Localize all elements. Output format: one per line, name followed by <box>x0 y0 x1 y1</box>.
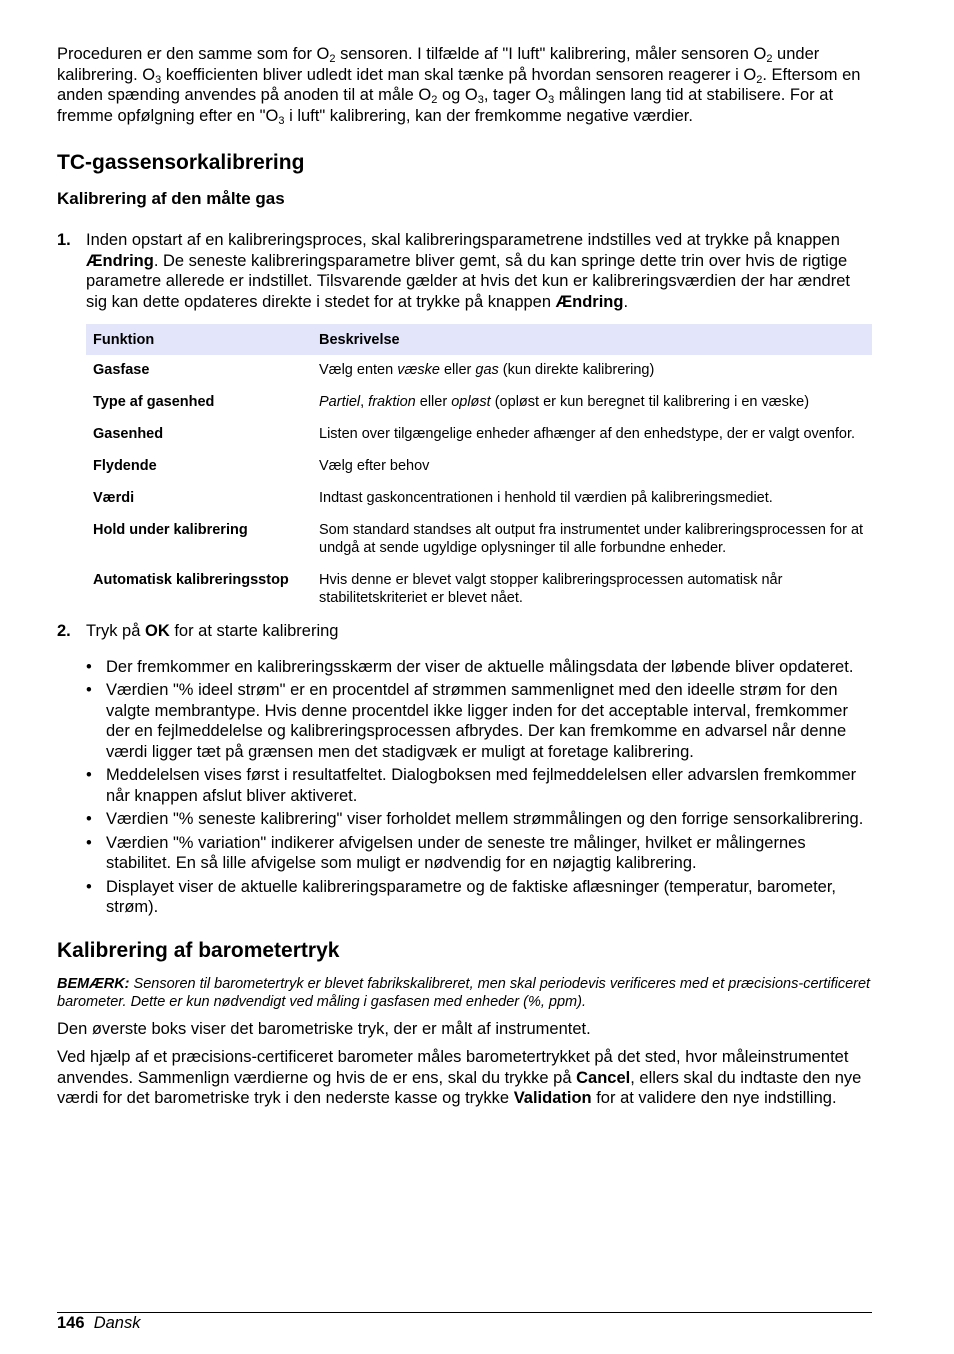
step-text: Inden opstart af en kalibreringsproces, skal kalibreringsparametrene indstilles ved at trykke på knappen Ændring. De seneste kalibreringsparametre bliver gemt, så du kan springe dette trin over hvis de rigtige parametre allerede er indstillet. Tilsvarende gælder at hvis det kun er kalibreringsværdien der har ændret sig kan dette opdateres direkte i stedet for at trykke på knappen Ændring. <box>86 231 850 311</box>
document-page <box>57 44 872 1109</box>
paragraph: Den øverste boks viser det barometriske tryk, der er målt af instrumentet. <box>57 1019 591 1038</box>
bold-term: OK <box>144 622 170 640</box>
subscript: 2 <box>766 53 773 65</box>
description-cell: Som standard standses alt output fra instrumentet under kalibreringsprocessen for at undgå at sende ugyldige oplysninger til alle forbundne enheder. <box>319 522 864 556</box>
list-item: • Meddelelsen vises først i resultatfeltet. Dialogboksen med fejlmeddelelsen eller advarslen fremkommer når knappen afslut bliver aktiveret. <box>86 766 857 805</box>
subscript: 2 <box>329 53 336 65</box>
table-row <box>86 483 872 515</box>
subscript: 3 <box>155 73 162 86</box>
bullet-marker: • <box>86 681 92 699</box>
intro-text: målingen lang tid at stabilisere. For at fremme opfølgning efter en "O <box>57 86 834 125</box>
result-bullet-list <box>86 657 872 918</box>
page-footer <box>57 1312 872 1333</box>
function-cell: Hold under kalibrering <box>93 522 248 538</box>
description-cell: Listen over tilgængelige enheder afhænger af den enhedstype, der er valgt ovenfor. <box>319 426 856 442</box>
subsection-title: Kalibrering af den målte gas <box>57 189 285 208</box>
function-cell: Type af gasenhed <box>93 394 215 410</box>
bullet-marker: • <box>86 657 92 676</box>
subscript: 2 <box>431 94 438 106</box>
bold-term: Validation <box>513 1089 592 1107</box>
intro-paragraph <box>57 44 872 126</box>
function-cell: Gasfase <box>93 362 150 378</box>
section-title-tc-gas: TC-gassensorkalibrering <box>57 151 305 174</box>
function-cell: Automatisk kalibreringsstop <box>93 572 289 588</box>
table-row <box>86 515 872 565</box>
bullet-marker: • <box>86 877 92 896</box>
list-item: • Displayet viser de aktuelle kalibreringsparametre og de faktiske aflæsninger (temperatur, barometer, strøm). <box>86 877 837 916</box>
intro-text: , tager O <box>483 86 549 104</box>
column-header-function: Funktion <box>86 324 312 355</box>
bullet-marker: • <box>86 766 92 784</box>
table-row <box>86 451 872 483</box>
note-paragraph: BEMÆRK: Sensoren til barometertryk er blevet fabrikskalibreret, men skal periodevis verificeres med et præcisions-certificeret barometer. Dette er kun nødvendigt ved måling i gasfasen med enheder (%, ppm). <box>57 975 871 1010</box>
bold-term: Cancel <box>576 1068 631 1087</box>
step-1 <box>57 230 872 312</box>
intro-text: koefficienten bliver udledt idet man skal tænke på hvordan sensoren reagerer i O <box>161 65 757 84</box>
table-header-row <box>86 324 872 355</box>
column-header-description: Beskrivelse <box>312 324 872 355</box>
description-cell: Indtast gaskoncentrationen i henhold til værdien på kalibreringsmediet. <box>319 490 773 506</box>
section-title-barometer: Kalibrering af barometertryk <box>57 938 340 962</box>
parameters-table <box>86 324 872 615</box>
intro-text: i luft" kalibrering, kan der fremkomme negative værdier. <box>284 106 693 125</box>
function-cell: Værdi <box>93 490 135 506</box>
intro-text: . Eftersom en anden spænding anvendes på anoden til at måle O <box>57 65 861 104</box>
step-number: 1. <box>57 231 71 249</box>
intro-text: og O <box>437 86 478 104</box>
footer-language: Dansk <box>93 1314 141 1332</box>
bullet-marker: • <box>86 810 92 828</box>
intro-text: Proceduren er den samme som for O <box>57 45 330 63</box>
step-number: 2. <box>57 622 71 640</box>
step-2 <box>57 621 872 642</box>
subscript: 3 <box>477 94 484 106</box>
list-item: • Værdien "% seneste kalibrering" viser forholdet mellem strømmålingen og den forrige sensorkalibrering. <box>86 810 864 828</box>
intro-text: under kalibrering. O <box>57 45 820 84</box>
bold-term: Ændring <box>555 292 624 311</box>
list-item: • Der fremkommer en kalibreringsskærm der viser de aktuelle målingsdata der løbende bliver opdateret. <box>86 657 854 676</box>
subscript: 2 <box>756 73 763 86</box>
function-cell: Gasenhed <box>93 426 164 442</box>
note-label: BEMÆRK: <box>57 975 130 992</box>
subscript: 3 <box>548 94 555 106</box>
function-cell: Flydende <box>93 458 157 474</box>
description-cell: Vælg enten væske eller gas (kun direkte kalibrering) <box>319 362 655 378</box>
paragraph: Ved hjælp af et præcisions-certificeret barometer måles barometertrykket på det sted, hvor måleinstrumentet anvendes. Sammenlign værdierne og hvis de er ens, skal du trykke på Cancel, ellers skal du indtaste den nye værdi for det barometriske tryk i den nederste kasse og trykke Validation for at validere den nye indstilling. <box>57 1048 862 1107</box>
description-cell: Vælg efter behov <box>319 458 430 474</box>
table-row <box>86 355 872 387</box>
description-cell: Partiel, fraktion eller opløst (opløst er kun beregnet til kalibrering i en væske) <box>319 394 810 410</box>
table-row <box>86 565 872 615</box>
list-item: • Værdien "% variation" indikerer afvigelsen under de seneste tre målinger, hvilket er målingernes stabilitet. En så lille afvigelse som muligt er nødvendig for en nøjagtig kalibrering. <box>86 833 806 872</box>
table-row <box>86 419 872 451</box>
intro-text: sensoren. I tilfælde af "I luft" kalibrering, måler sensoren O <box>335 45 767 63</box>
bullet-marker: • <box>86 833 92 852</box>
subscript: 3 <box>278 114 285 127</box>
description-cell: Hvis denne er blevet valgt stopper kalibreringsprocessen automatisk når stabilitetskriteriet er blevet nået. <box>319 572 783 606</box>
bold-term: Ændring <box>86 251 154 270</box>
page-number: 146 <box>57 1314 85 1332</box>
step-text: Tryk på OK for at starte kalibrering <box>86 622 339 640</box>
list-item: • Værdien "% ideel strøm" er en procentdel af strømmen sammenlignet med den ideelle strøm for den valgte membrantype. Hvis denne procentdel ikke ligger inden for det acceptable interval, fremkommer der en fejlmeddelelse og kalibreringsprocessen afbrydes. Der kan fremkomme en advarsel når denne værdi ligger tæt på grænsen men det stadigvæk er muligt at foretage kalibrering. <box>86 681 848 761</box>
table-row <box>86 387 872 419</box>
